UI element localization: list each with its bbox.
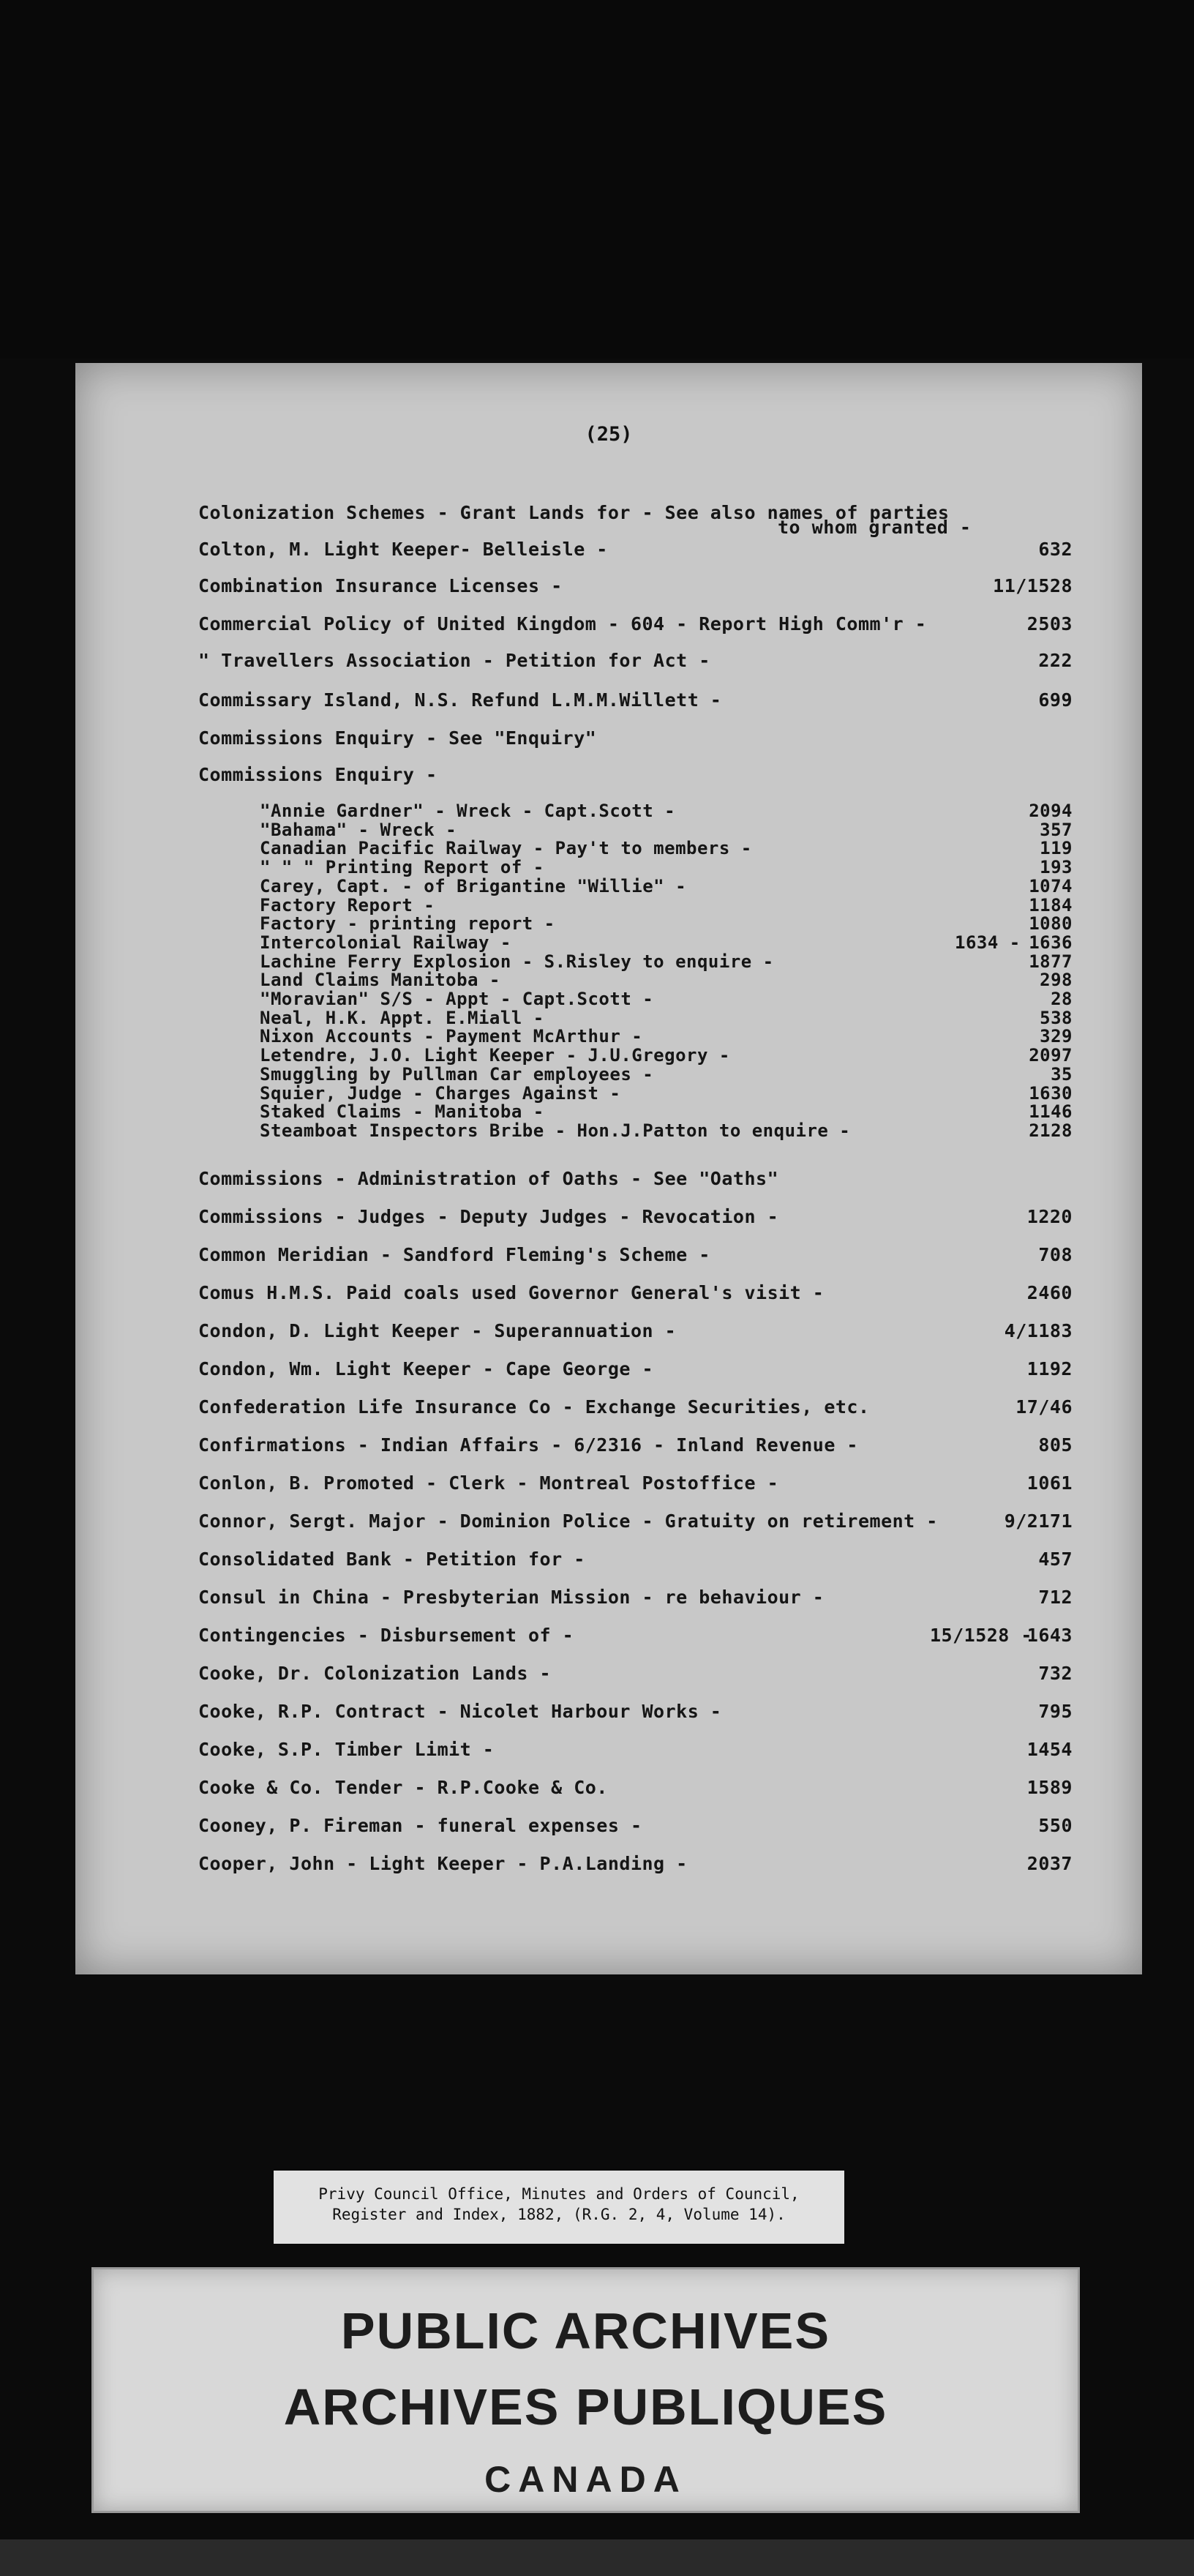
index-entry — [198, 764, 1073, 789]
sub-entry — [260, 1026, 1073, 1044]
entry-reference-number: 2460 — [1026, 1282, 1073, 1303]
index-entry — [198, 613, 1073, 638]
entry-text: " " " Printing Report of - — [260, 857, 544, 877]
index-entry — [198, 1739, 1073, 1764]
index-entry — [198, 502, 1073, 538]
entry-text: Confederation Life Insurance Co - Exchange Securities, etc. — [198, 1396, 870, 1418]
entry-reference-number: 708 — [1038, 1244, 1073, 1265]
entry-text: " Travellers Association - Petition for Act - — [198, 650, 710, 671]
entry-text: Commissions Enquiry - — [198, 764, 438, 785]
entry-reference-number: 538 — [1040, 1008, 1073, 1028]
entry-text: Confirmations - Indian Affairs - 6/2316 - Inland Revenue - — [198, 1434, 858, 1456]
index-entry — [198, 1396, 1073, 1421]
entry-reference-number: 1454 — [1026, 1739, 1073, 1760]
entry-text-continued: to whom granted - — [778, 517, 972, 538]
entry-reference-number: 1220 — [1026, 1206, 1073, 1227]
entry-cross-reference: 15/1528 - — [930, 1625, 1032, 1646]
entry-text: Cooper, John - Light Keeper - P.A.Landing - — [198, 1853, 688, 1874]
sub-entry — [260, 1045, 1073, 1066]
entry-reference-number: 35 — [1051, 1064, 1073, 1085]
index-entry — [198, 1549, 1073, 1573]
sub-entry — [260, 895, 1073, 916]
index-entry — [198, 1206, 1073, 1231]
entry-text: Contingencies - Disbursement of - — [198, 1625, 574, 1646]
sub-entry — [260, 932, 1073, 953]
entry-reference-number: 1630 — [1029, 1083, 1073, 1104]
entry-text: Cooke, R.P. Contract - Nicolet Harbour Works - — [198, 1701, 722, 1722]
sub-entry — [260, 989, 1073, 1009]
entry-text: "Bahama" - Wreck - — [260, 820, 457, 840]
index-entries — [75, 363, 1142, 1974]
entry-text: Carey, Capt. - of Brigantine "Willie" - — [260, 876, 687, 896]
entry-reference-number: 2037 — [1026, 1853, 1073, 1874]
sub-entry — [260, 857, 1073, 875]
index-entry — [198, 1434, 1073, 1459]
entry-reference-number: 2503 — [1026, 613, 1073, 634]
entry-reference-number: 699 — [1038, 689, 1073, 711]
entry-text: Canadian Pacific Railway - Pay't to members - — [260, 838, 752, 858]
entry-reference-number: 2128 — [1029, 1120, 1073, 1141]
entry-text: "Annie Gardner" - Wreck - Capt.Scott - — [260, 801, 676, 821]
entry-text: Lachine Ferry Explosion - S.Risley to enquire - — [260, 951, 774, 972]
entry-text: Factory - printing report - — [260, 913, 555, 934]
caption-line-2: Register and Index, 1882, (R.G. 2, 4, Volume 14). — [332, 2206, 786, 2223]
sub-entry — [260, 1083, 1073, 1104]
index-entry — [198, 1472, 1073, 1497]
entry-reference-number: 1061 — [1026, 1472, 1073, 1494]
index-entry — [198, 539, 1073, 564]
index-entry — [198, 1853, 1073, 1878]
entry-reference-number: 2094 — [1029, 801, 1073, 821]
sub-entry — [260, 1120, 1073, 1141]
entry-reference-number: 1643 — [1026, 1625, 1073, 1646]
entry-text: Connor, Sergt. Major - Dominion Police - Gratuity on retirement - — [198, 1510, 938, 1532]
index-entry — [198, 689, 1073, 714]
entry-reference-number: 329 — [1040, 1026, 1073, 1046]
sub-entry — [260, 838, 1073, 858]
index-entry — [198, 1815, 1073, 1840]
entry-reference-number: 1192 — [1026, 1358, 1073, 1379]
index-entry — [198, 1282, 1073, 1307]
index-entry — [198, 1587, 1073, 1611]
entry-text: Commercial Policy of United Kingdom - 604 - Report High Comm'r - — [198, 613, 927, 634]
entry-text: Steamboat Inspectors Bribe - Hon.J.Patton to enquire - — [260, 1120, 851, 1141]
stamp-line-1: PUBLIC ARCHIVES — [340, 2302, 831, 2359]
entry-reference-number: 732 — [1038, 1663, 1073, 1684]
index-entry — [198, 727, 1073, 752]
index-entry — [198, 1244, 1073, 1269]
entry-reference-number: 1074 — [1029, 876, 1073, 896]
entry-text: Comus H.M.S. Paid coals used Governor General's visit - — [198, 1282, 825, 1303]
entry-text: Commissions Enquiry - See "Enquiry" — [198, 727, 597, 749]
entry-reference-number: 119 — [1040, 838, 1073, 858]
sub-entry — [260, 1064, 1073, 1085]
entry-reference-number: 795 — [1038, 1701, 1073, 1722]
entry-text: Commissions - Administration of Oaths - See "Oaths" — [198, 1168, 779, 1189]
sub-entry — [260, 801, 1073, 821]
entry-text: Nixon Accounts - Payment McArthur - — [260, 1026, 643, 1046]
entry-text: Cooney, P. Fireman - funeral expenses - — [198, 1815, 642, 1836]
sub-entry — [260, 1101, 1073, 1122]
index-entry — [198, 1320, 1073, 1345]
caption-line-1: Privy Council Office, Minutes and Orders of Council, — [318, 2185, 800, 2203]
entry-reference-number: 805 — [1038, 1434, 1073, 1456]
entry-reference-number: 1146 — [1029, 1101, 1073, 1122]
entry-reference-number: 4/1183 — [1004, 1320, 1073, 1341]
stamp-line-3: CANADA — [484, 2459, 687, 2500]
stamp-line-2: ARCHIVES PUBLIQUES — [283, 2378, 888, 2435]
document-page — [75, 363, 1142, 1974]
film-border-bottom — [0, 2539, 1194, 2576]
entry-reference-number: 222 — [1038, 650, 1073, 671]
entry-reference-number: 712 — [1038, 1587, 1073, 1608]
entry-reference-number: 1589 — [1026, 1777, 1073, 1798]
entry-text: Letendre, J.O. Light Keeper - J.U.Gregory - — [260, 1045, 730, 1066]
archives-stamp — [91, 2267, 1080, 2513]
entry-text: Cooke, S.P. Timber Limit - — [198, 1739, 495, 1760]
index-entry — [198, 650, 1073, 675]
entry-text: Factory Report - — [260, 895, 435, 916]
entry-reference-number: 193 — [1040, 857, 1073, 877]
entry-text: Colton, M. Light Keeper- Belleisle - — [198, 539, 608, 560]
index-entry — [198, 1168, 1073, 1193]
entry-reference-number: 298 — [1040, 970, 1073, 990]
entry-reference-number: 9/2171 — [1004, 1510, 1073, 1532]
entry-reference-number: 457 — [1038, 1549, 1073, 1570]
entry-cross-reference: 1634 - — [955, 932, 1021, 953]
entry-text: Land Claims Manitoba - — [260, 970, 500, 990]
sub-entry — [260, 876, 1073, 894]
entry-text: Consolidated Bank - Petition for - — [198, 1549, 585, 1570]
entry-text: Combination Insurance Licenses - — [198, 575, 563, 596]
page-number: (25) — [585, 423, 633, 446]
entry-reference-number: 1080 — [1029, 913, 1073, 934]
entry-text: Common Meridian - Sandford Fleming's Scheme - — [198, 1244, 710, 1265]
entry-text: Cooke & Co. Tender - R.P.Cooke & Co. — [198, 1777, 608, 1798]
index-entry — [198, 1663, 1073, 1688]
sub-entry — [260, 970, 1073, 990]
entry-text: "Moravian" S/S - Appt - Capt.Scott - — [260, 989, 654, 1009]
sub-entry — [260, 820, 1073, 840]
film-border — [0, 0, 1194, 359]
sub-entry — [260, 913, 1073, 934]
sub-entry — [260, 1008, 1073, 1028]
entry-reference-number: 2097 — [1029, 1045, 1073, 1066]
entry-text: Commissary Island, N.S. Refund L.M.M.Willett - — [198, 689, 722, 711]
entry-text: Condon, Wm. Light Keeper - Cape George - — [198, 1358, 654, 1379]
entry-reference-number: 11/1528 — [993, 575, 1073, 596]
entry-text: Conlon, B. Promoted - Clerk - Montreal Postoffice - — [198, 1472, 779, 1494]
sub-entry — [260, 951, 1073, 972]
entry-text: Neal, H.K. Appt. E.Miall - — [260, 1008, 544, 1028]
entry-reference-number: 1877 — [1029, 951, 1073, 972]
entry-text: Colonization Schemes - Grant Lands for - See also names of parties — [198, 502, 950, 523]
index-entry — [198, 575, 1073, 600]
entry-text: Smuggling by Pullman Car employees - — [260, 1064, 654, 1085]
entry-text: Commissions - Judges - Deputy Judges - Revocation - — [198, 1206, 779, 1227]
index-entry — [198, 1777, 1073, 1802]
entry-text: Condon, D. Light Keeper - Superannuation - — [198, 1320, 677, 1341]
entry-reference-number: 1184 — [1029, 895, 1073, 916]
index-entry — [198, 1510, 1073, 1535]
entry-reference-number: 1636 — [1029, 932, 1073, 953]
entry-reference-number: 357 — [1040, 820, 1073, 840]
entry-reference-number: 632 — [1038, 539, 1073, 560]
archive-caption — [274, 2171, 844, 2244]
entry-text: Squier, Judge - Charges Against - — [260, 1083, 621, 1104]
index-entry — [198, 1358, 1073, 1383]
index-entry — [198, 1625, 1073, 1650]
entry-text: Cooke, Dr. Colonization Lands - — [198, 1663, 552, 1684]
entry-reference-number: 550 — [1038, 1815, 1073, 1836]
entry-text: Staked Claims - Manitoba - — [260, 1101, 544, 1122]
entry-text: Consul in China - Presbyterian Mission - re behaviour - — [198, 1587, 825, 1608]
entry-reference-number: 28 — [1051, 989, 1073, 1009]
entry-text: Intercolonial Railway - — [260, 932, 511, 953]
entry-reference-number: 17/46 — [1015, 1396, 1073, 1418]
index-entry — [198, 1701, 1073, 1726]
